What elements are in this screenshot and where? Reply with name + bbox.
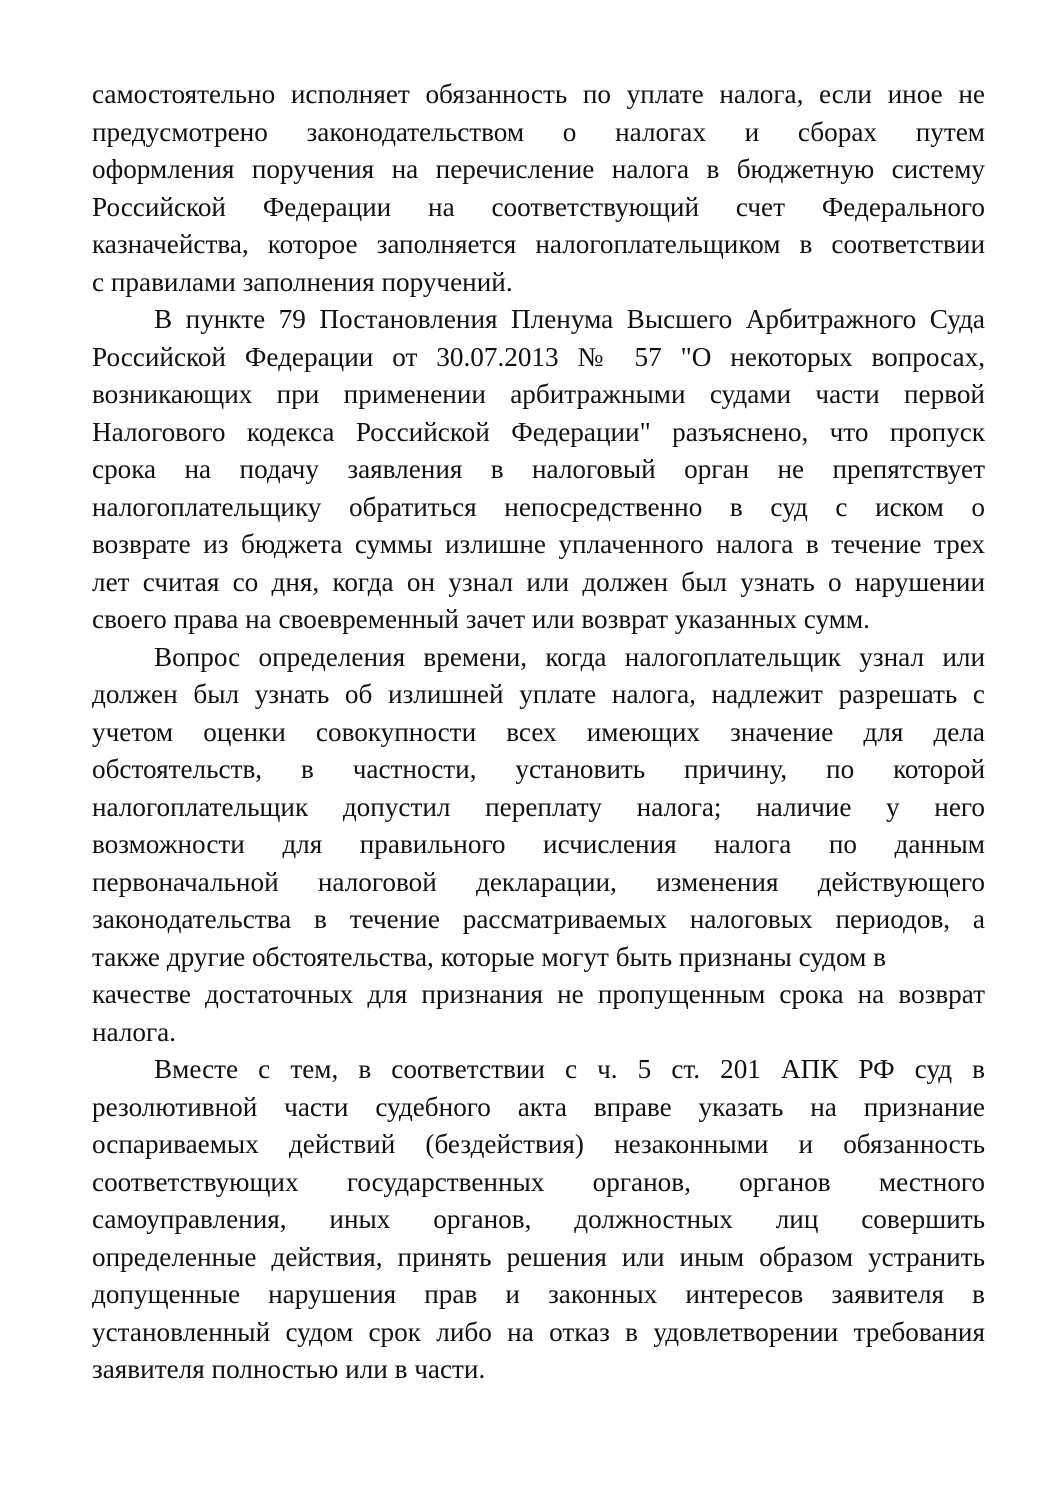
- text-line: своего права на своевременный зачет или возврат указанных сумм.: [92, 604, 870, 634]
- text-line: допущенные нарушения прав и законных интересов заявителя в: [92, 1279, 985, 1309]
- text-line: законодательства в течение рассматриваемых налоговых периодов, а: [92, 904, 985, 934]
- text-line: казначейства, которое заполняется налогоплательщиком в соответствии: [92, 229, 985, 259]
- paragraph-2: [92, 301, 985, 639]
- text-line: Российской Федерации от 30.07.2013 № 57 "О некоторых вопросах,: [92, 341, 985, 372]
- text-line: должен был узнать об излишней уплате налога, надлежит разрешать с: [92, 679, 985, 709]
- text-line: налогоплательщику обратиться непосредственно в суд с иском о: [92, 491, 985, 522]
- text-line: соответствующих государственных органов, органов местного: [92, 1166, 985, 1197]
- text-line: возможности для правильного исчисления налога по данным: [92, 829, 985, 859]
- document-page: [92, 76, 985, 1389]
- text-line: учетом оценки совокупности всех имеющих значение для дела: [92, 716, 985, 747]
- text-line: обстоятельств, в частности, установить причину, по которой: [92, 754, 985, 784]
- paragraph-1: [92, 76, 985, 301]
- text-line: оформления поручения на перечисление налога в бюджетную систему: [92, 154, 985, 184]
- text-line: определенные действия, принять решения или иным образом устранить: [92, 1241, 985, 1272]
- text-line: первоначальной налоговой декларации, изменения действующего: [92, 866, 985, 897]
- text-line: возникающих при применении арбитражными судами части первой: [92, 379, 985, 409]
- paragraph-4: [92, 1051, 985, 1389]
- text-line: Налогового кодекса Российской Федерации" разъяснено, что пропуск: [92, 416, 985, 447]
- text-line: оспариваемых действий (бездействия) незаконными и обязанность: [92, 1129, 985, 1159]
- text-line: возврате из бюджета суммы излишне уплаченного налога в течение трех: [92, 529, 985, 559]
- text-line: самоуправления, иных органов, должностных лиц совершить: [92, 1204, 985, 1234]
- text-line: заявителя полностью или в части.: [92, 1354, 486, 1384]
- text-line: лет считая со дня, когда он узнал или должен был узнать о нарушении: [92, 566, 985, 597]
- text-line: качестве достаточных для признания не пропущенным срока на возврат: [92, 979, 985, 1009]
- text-line: срока на подачу заявления в налоговый орган не препятствует: [92, 454, 985, 484]
- text-line: налогоплательщик допустил переплату налога; наличие у него: [92, 791, 985, 822]
- text-line: резолютивной части судебного акта вправе указать на признание: [92, 1091, 985, 1122]
- text-line: налога.: [92, 1016, 177, 1047]
- text-line: Вместе с тем, в соответствии с ч. 5 ст. 201 АПК РФ суд в: [154, 1054, 985, 1084]
- text-line: предусмотрено законодательством о налогах и сборах путем: [92, 116, 985, 147]
- text-line: установленный судом срок либо на отказ в удовлетворении требования: [92, 1316, 985, 1347]
- text-line: В пункте 79 Постановления Пленума Высшего Арбитражного Суда: [154, 304, 985, 334]
- paragraph-3: [92, 639, 985, 1052]
- text-line: Вопрос определения времени, когда налогоплательщик узнал или: [154, 641, 985, 672]
- text-line: также другие обстоятельства, которые могут быть признаны судом в: [92, 941, 886, 972]
- text-line: Российской Федерации на соответствующий счет Федерального: [92, 191, 985, 222]
- text-line: самостоятельно исполняет обязанность по уплате налога, если иное не: [92, 79, 985, 109]
- text-line: с правилами заполнения поручений.: [92, 266, 513, 297]
